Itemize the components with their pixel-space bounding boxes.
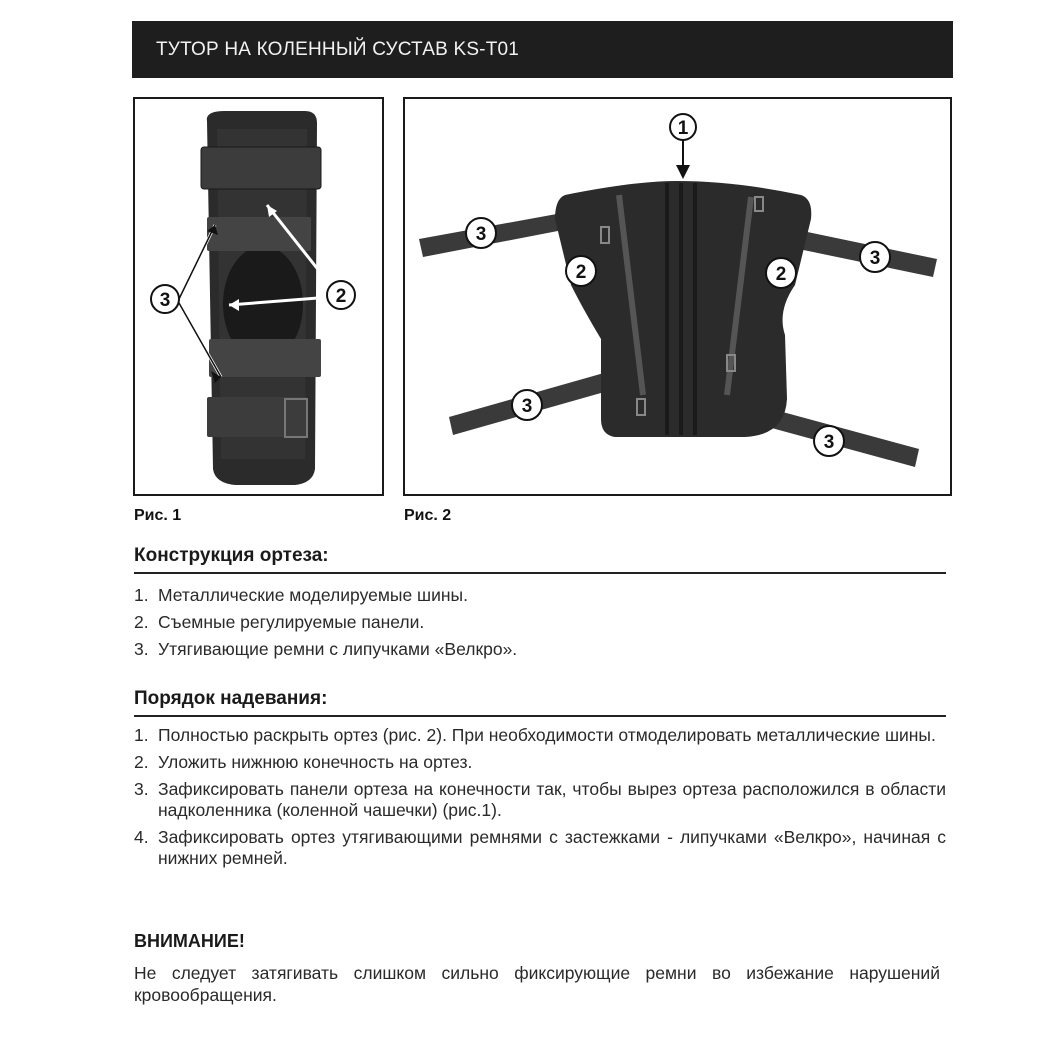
callout-3 [151, 285, 179, 313]
callout-2 [766, 258, 796, 288]
list-number: 2. [134, 612, 149, 632]
callout-label: 1 [677, 118, 689, 139]
list-number: 2. [134, 752, 149, 772]
list-text: Съемные регулируемые панели. [158, 612, 425, 632]
list-text: Уложить нижнюю конечность на ортез. [158, 752, 473, 772]
callout-label: 3 [823, 432, 835, 453]
figure-1-image [133, 97, 384, 496]
list-item [134, 612, 946, 633]
attention-title: ВНИМАНИЕ! [134, 931, 245, 951]
list-item [134, 585, 946, 606]
knee-brace-front-view [135, 99, 382, 494]
knee-brace-open-view [405, 99, 950, 494]
list-text: Зафиксировать панели ортеза на конечности так, чтобы вырез ортеза расположился в области надколенника (коленной чашечки) (рис.1). [158, 779, 946, 820]
list-text: Металлические моделируемые шины. [158, 585, 468, 605]
construction-list [134, 585, 946, 666]
callout-1 [670, 114, 696, 140]
list-item [134, 752, 946, 773]
donning-title: Порядок надевания: [134, 688, 946, 717]
callout-label: 3 [869, 248, 881, 269]
callout-label: 3 [521, 396, 533, 417]
callout-label: 2 [335, 286, 347, 307]
list-item [134, 779, 946, 821]
list-number: 1. [134, 585, 149, 605]
list-item [134, 639, 946, 660]
list-item [134, 725, 946, 746]
list-text: Зафиксировать ортез утягивающими ремнями с застежками - липучками «Велкро», начиная с нижних ремней. [158, 827, 946, 868]
callout-label: 2 [575, 262, 587, 283]
list-number: 3. [134, 779, 149, 799]
figure-2-caption: Рис. 2 [404, 507, 452, 524]
callout-2 [327, 281, 355, 309]
figure-2-image [403, 97, 952, 496]
callout-label: 3 [475, 224, 487, 245]
callout-2 [566, 256, 596, 286]
attention-text: Не следует затягивать слишком сильно фиксирующие ремни во избежание нарушений кровообращения. [134, 963, 940, 1005]
construction-title: Конструкция ортеза: [134, 545, 946, 574]
callout-3 [512, 390, 542, 420]
callout-3 [466, 218, 496, 248]
list-number: 3. [134, 639, 149, 659]
page-header [132, 21, 953, 78]
list-number: 1. [134, 725, 149, 745]
callout-label: 3 [159, 290, 171, 311]
list-text: Полностью раскрыть ортез (рис. 2). При необходимости отмоделировать металлические шины. [158, 725, 936, 745]
list-text: Утягивающие ремни с липучками «Велкро». [158, 639, 518, 659]
donning-list [134, 725, 946, 875]
callout-3 [860, 242, 890, 272]
list-number: 4. [134, 827, 149, 847]
callout-label: 2 [775, 264, 787, 285]
figure-1-caption: Рис. 1 [134, 507, 182, 524]
list-item [134, 827, 946, 869]
callout-3 [814, 426, 844, 456]
header-title: ТУТОР НА КОЛЕННЫЙ СУСТАВ KS-T01 [156, 38, 520, 60]
